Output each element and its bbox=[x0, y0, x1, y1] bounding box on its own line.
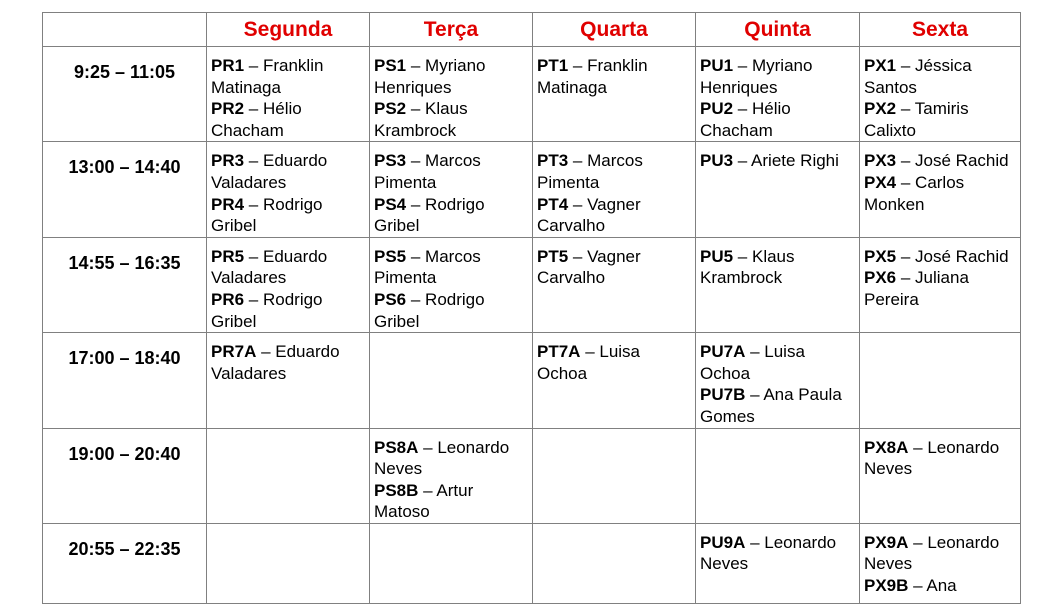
time-slot-row bbox=[43, 523, 1021, 603]
class-entry bbox=[374, 55, 530, 98]
class-entry bbox=[211, 98, 367, 141]
class-code: PU7A bbox=[700, 342, 746, 362]
class-cell-segunda bbox=[207, 237, 370, 332]
teacher-name: – Jéssica Santos bbox=[864, 56, 972, 97]
class-cell-quarta bbox=[533, 142, 696, 237]
class-cell-quarta bbox=[533, 428, 696, 523]
class-code: PR1 bbox=[211, 56, 245, 75]
class-cell-terça bbox=[370, 47, 533, 142]
corner-cell bbox=[43, 13, 207, 47]
class-entry bbox=[864, 437, 1018, 480]
class-entry bbox=[537, 246, 693, 289]
class-cell-quarta bbox=[533, 47, 696, 142]
teacher-name: – Leonardo Neves bbox=[864, 437, 1000, 479]
teacher-name: – Ariete Righi bbox=[733, 151, 839, 171]
class-cell-quinta bbox=[696, 523, 860, 603]
class-code: PU7B bbox=[700, 385, 746, 405]
teacher-name: – Eduardo Valadares bbox=[211, 151, 328, 192]
class-code: PS5 bbox=[374, 246, 407, 266]
class-entry bbox=[864, 55, 1018, 98]
teacher-name: – Klaus Krambrock bbox=[374, 99, 468, 140]
teacher-name: – Rodrigo Gribel bbox=[211, 289, 323, 331]
class-code: PS8B bbox=[374, 480, 419, 500]
teacher-name: – Myriano Henriques bbox=[374, 56, 486, 97]
class-code: PX4 bbox=[864, 172, 897, 192]
time-slot-label: 20:55 – 22:35 bbox=[43, 523, 207, 603]
teacher-name: – Luisa Ochoa bbox=[700, 342, 805, 383]
class-cell-quarta bbox=[533, 523, 696, 603]
class-code: PS6 bbox=[374, 289, 407, 309]
class-entry bbox=[211, 194, 367, 237]
teacher-name: – Leonardo Neves bbox=[700, 532, 837, 574]
class-entry bbox=[700, 384, 857, 427]
class-cell-terça bbox=[370, 428, 533, 523]
teacher-name: – Ana Paula Gomes bbox=[700, 385, 842, 426]
time-slot-label: 17:00 – 18:40 bbox=[43, 333, 207, 428]
class-cell-terça bbox=[370, 333, 533, 428]
day-header: Sexta bbox=[860, 13, 1021, 47]
teacher-name: – Marcos Pimenta bbox=[537, 151, 643, 192]
class-entry bbox=[700, 55, 857, 98]
teacher-name: – Eduardo Valadares bbox=[211, 342, 340, 383]
teacher-name: – Juliana Pereira bbox=[864, 268, 969, 309]
class-entry bbox=[211, 246, 367, 289]
time-slot-label: 9:25 – 11:05 bbox=[43, 47, 207, 142]
class-entry bbox=[700, 98, 857, 141]
class-entry bbox=[700, 341, 857, 384]
schedule-body bbox=[43, 47, 1021, 604]
time-slot-row bbox=[43, 237, 1021, 332]
teacher-name: – José Rachid bbox=[896, 246, 1009, 266]
teacher-name: – Carlos Monken bbox=[864, 172, 965, 214]
class-entry bbox=[700, 246, 857, 289]
class-cell-quinta bbox=[696, 237, 860, 332]
class-code: PT7A bbox=[537, 342, 581, 362]
class-code: PX9A bbox=[864, 532, 909, 552]
class-cell-sexta bbox=[860, 333, 1021, 428]
class-entry bbox=[374, 98, 530, 141]
class-entry bbox=[374, 194, 530, 237]
class-cell-sexta bbox=[860, 47, 1021, 142]
class-code: PU3 bbox=[700, 151, 734, 171]
time-slot-row bbox=[43, 47, 1021, 142]
teacher-name: – Franklin Matinaga bbox=[211, 56, 324, 97]
class-code: PR3 bbox=[211, 151, 245, 171]
class-code: PX3 bbox=[864, 151, 897, 171]
class-entry bbox=[864, 98, 1018, 141]
class-entry bbox=[864, 267, 1018, 310]
teacher-name: – Tamiris Calixto bbox=[864, 99, 969, 140]
class-cell-quinta bbox=[696, 47, 860, 142]
class-code: PX9B bbox=[864, 576, 909, 596]
class-code: PS2 bbox=[374, 99, 407, 119]
time-slot-row bbox=[43, 428, 1021, 523]
class-cell-segunda bbox=[207, 428, 370, 523]
class-entry bbox=[537, 150, 693, 193]
teacher-name: – Rodrigo Gribel bbox=[211, 194, 323, 236]
class-code: PR7A bbox=[211, 342, 257, 362]
teacher-name: – Rodrigo Gribel bbox=[374, 194, 485, 236]
class-entry bbox=[211, 341, 367, 384]
teacher-name: – Myriano Henriques bbox=[700, 56, 813, 97]
class-code: PS8A bbox=[374, 437, 419, 457]
class-code: PX6 bbox=[864, 268, 897, 288]
class-code: PS4 bbox=[374, 194, 407, 214]
class-cell-segunda bbox=[207, 47, 370, 142]
class-entry bbox=[211, 150, 367, 193]
teacher-name: – Franklin Matinaga bbox=[537, 56, 648, 97]
class-entry bbox=[700, 532, 857, 575]
class-code: PT1 bbox=[537, 56, 569, 75]
teacher-name: – Vagner Carvalho bbox=[537, 246, 641, 288]
teacher-name: – Marcos Pimenta bbox=[374, 151, 481, 192]
day-header: Quarta bbox=[533, 13, 696, 47]
class-code: PU2 bbox=[700, 99, 734, 119]
class-code: PS1 bbox=[374, 56, 407, 75]
class-cell-sexta bbox=[860, 428, 1021, 523]
class-cell-quinta bbox=[696, 142, 860, 237]
class-entry bbox=[864, 172, 1018, 215]
class-code: PR5 bbox=[211, 246, 245, 266]
class-cell-segunda bbox=[207, 333, 370, 428]
class-entry bbox=[374, 246, 530, 289]
day-header: Segunda bbox=[207, 13, 370, 47]
class-entry bbox=[864, 575, 1018, 597]
teacher-name: – Luisa Ochoa bbox=[537, 342, 641, 383]
teacher-name: – Hélio Chacham bbox=[700, 99, 791, 140]
class-entry bbox=[374, 150, 530, 193]
class-code: PX8A bbox=[864, 437, 909, 457]
class-cell-segunda bbox=[207, 523, 370, 603]
class-code: PT4 bbox=[537, 194, 569, 214]
class-entry bbox=[374, 437, 530, 480]
teacher-name: – Hélio Chacham bbox=[211, 99, 302, 140]
teacher-name: – José Rachid bbox=[896, 151, 1009, 171]
class-cell-terça bbox=[370, 237, 533, 332]
class-entry bbox=[211, 55, 367, 98]
class-cell-quarta bbox=[533, 237, 696, 332]
teacher-name: – Artur Matoso bbox=[374, 480, 474, 522]
class-entry bbox=[374, 289, 530, 332]
teacher-name: – Eduardo Valadares bbox=[211, 246, 328, 288]
teacher-name: – Ana bbox=[908, 576, 957, 596]
teacher-name: – Leonardo Neves bbox=[864, 532, 1000, 574]
schedule-table bbox=[42, 12, 1021, 604]
teacher-name: – Marcos Pimenta bbox=[374, 246, 481, 288]
class-entry bbox=[211, 289, 367, 332]
time-slot-label: 19:00 – 20:40 bbox=[43, 428, 207, 523]
teacher-name: – Vagner Carvalho bbox=[537, 194, 641, 236]
day-header: Quinta bbox=[696, 13, 860, 47]
class-entry bbox=[374, 480, 530, 523]
class-code: PU9A bbox=[700, 532, 746, 552]
class-code: PR6 bbox=[211, 289, 245, 309]
class-cell-sexta bbox=[860, 523, 1021, 603]
class-code: PU1 bbox=[700, 56, 734, 75]
header-row bbox=[43, 13, 1021, 47]
class-entry bbox=[864, 150, 1018, 172]
class-entry bbox=[537, 55, 693, 98]
class-cell-terça bbox=[370, 142, 533, 237]
teacher-name: – Klaus Krambrock bbox=[700, 246, 795, 288]
class-cell-quinta bbox=[696, 333, 860, 428]
teacher-name: – Leonardo Neves bbox=[374, 437, 510, 479]
class-code: PR2 bbox=[211, 99, 245, 119]
class-cell-quinta bbox=[696, 428, 860, 523]
class-entry bbox=[864, 246, 1018, 268]
time-slot-label: 14:55 – 16:35 bbox=[43, 237, 207, 332]
class-cell-quarta bbox=[533, 333, 696, 428]
time-slot-row bbox=[43, 333, 1021, 428]
class-cell-terça bbox=[370, 523, 533, 603]
class-entry bbox=[537, 341, 693, 384]
class-code: PT5 bbox=[537, 246, 569, 266]
class-code: PX5 bbox=[864, 246, 897, 266]
time-slot-label: 13:00 – 14:40 bbox=[43, 142, 207, 237]
class-entry bbox=[537, 194, 693, 237]
class-code: PT3 bbox=[537, 151, 569, 171]
class-cell-segunda bbox=[207, 142, 370, 237]
class-code: PR4 bbox=[211, 194, 245, 214]
class-code: PU5 bbox=[700, 246, 734, 266]
teacher-name: – Rodrigo Gribel bbox=[374, 289, 485, 331]
class-entry bbox=[864, 532, 1018, 575]
class-cell-sexta bbox=[860, 142, 1021, 237]
class-code: PX1 bbox=[864, 56, 897, 75]
class-code: PS3 bbox=[374, 151, 407, 171]
class-cell-sexta bbox=[860, 237, 1021, 332]
day-header: Terça bbox=[370, 13, 533, 47]
class-entry bbox=[700, 150, 857, 172]
time-slot-row bbox=[43, 142, 1021, 237]
class-code: PX2 bbox=[864, 99, 897, 119]
